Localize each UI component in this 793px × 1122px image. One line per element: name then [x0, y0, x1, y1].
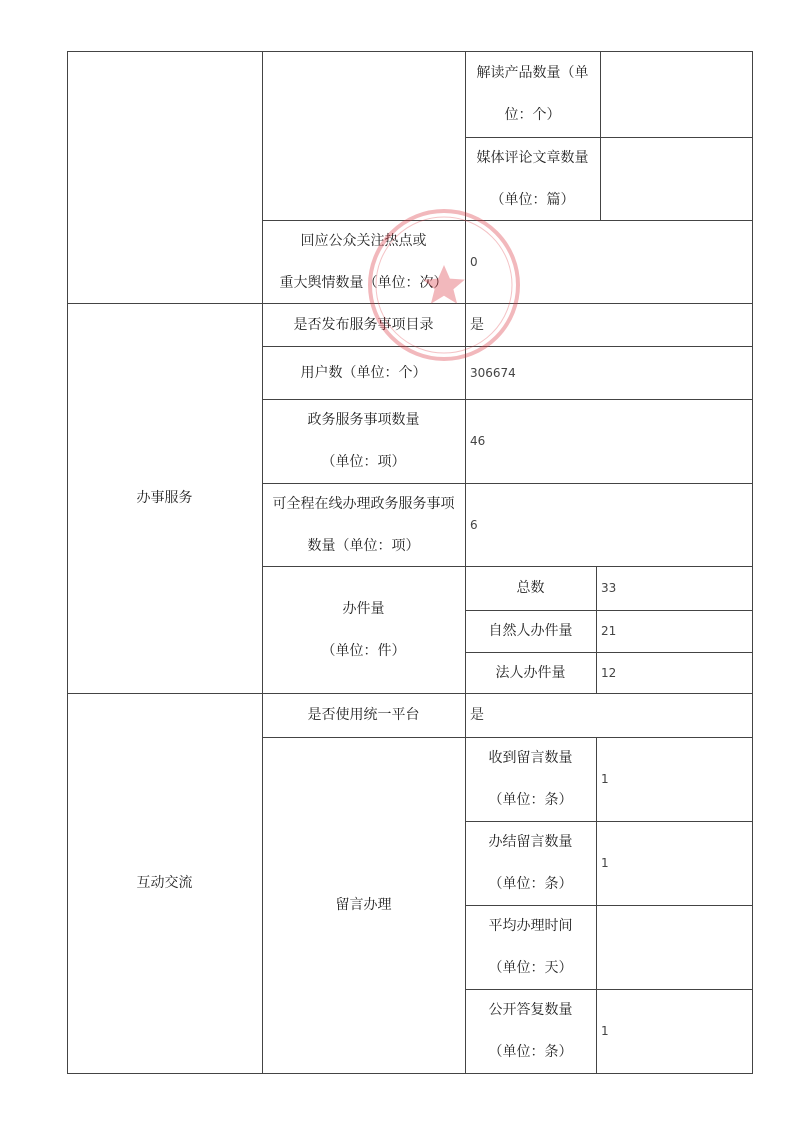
quancheng-value: 6 — [470, 517, 478, 532]
ziranren-label: 自然人办件量 — [488, 623, 573, 639]
quancheng-label: 可全程在线办理政务服务事项 数量（单位：项） — [272, 495, 455, 554]
banjian-label: 办件量 （单位：件） — [321, 600, 406, 659]
fabu-label: 是否发布服务事项目录 — [293, 316, 434, 333]
meiti-label: 媒体评论文章数量 （单位：篇） — [476, 149, 589, 208]
jiedu-label: 解读产品数量（单 位：个） — [476, 65, 589, 123]
zongshu-label: 总数 — [516, 580, 545, 596]
faren-value: 12 — [601, 665, 617, 680]
table-border-bottom — [67, 1073, 753, 1074]
yonghu-label: 用户数（单位：个） — [300, 364, 427, 381]
pingtai-label: 是否使用统一平台 — [307, 707, 420, 723]
hudong-section-label: 互动交流 — [136, 875, 193, 891]
gongkai-value: 1 — [601, 1024, 609, 1038]
pingtai-value: 是 — [470, 707, 484, 723]
ziranren-value: 21 — [601, 624, 617, 638]
fabu-value: 是 — [470, 316, 484, 333]
banshi-section-label: 办事服务 — [136, 490, 193, 506]
huiying-value: 0 — [470, 254, 478, 269]
shoudao-value: 1 — [601, 772, 609, 786]
banjie-value: 1 — [601, 856, 609, 870]
zongshu-value: 33 — [601, 581, 617, 595]
table-border-right — [752, 51, 753, 1074]
shoudao-label: 收到留言数量 （单位：条） — [488, 750, 573, 808]
seal-star-icon — [423, 265, 465, 304]
banjie-label: 办结留言数量 （单位：条） — [488, 834, 573, 892]
column-divider — [600, 51, 601, 221]
yonghu-value: 306674 — [470, 365, 516, 380]
liuyan-label: 留言办理 — [335, 897, 392, 913]
pingjun-value — [596, 905, 752, 989]
table-border-top — [67, 51, 753, 52]
gongkai-label: 公开答复数量 （单位：条） — [488, 1002, 573, 1060]
huiying-label: 回应公众关注热点或 重大舆情数量（单位：次） — [279, 232, 448, 291]
faren-label: 法人办件量 — [495, 664, 566, 681]
official-seal-stamp — [364, 205, 524, 365]
zhengwu-label: 政务服务事项数量 （单位：项） — [307, 412, 420, 470]
pingjun-label: 平均办理时间 （单位：天） — [488, 918, 573, 976]
zhengwu-value: 46 — [470, 434, 486, 448]
